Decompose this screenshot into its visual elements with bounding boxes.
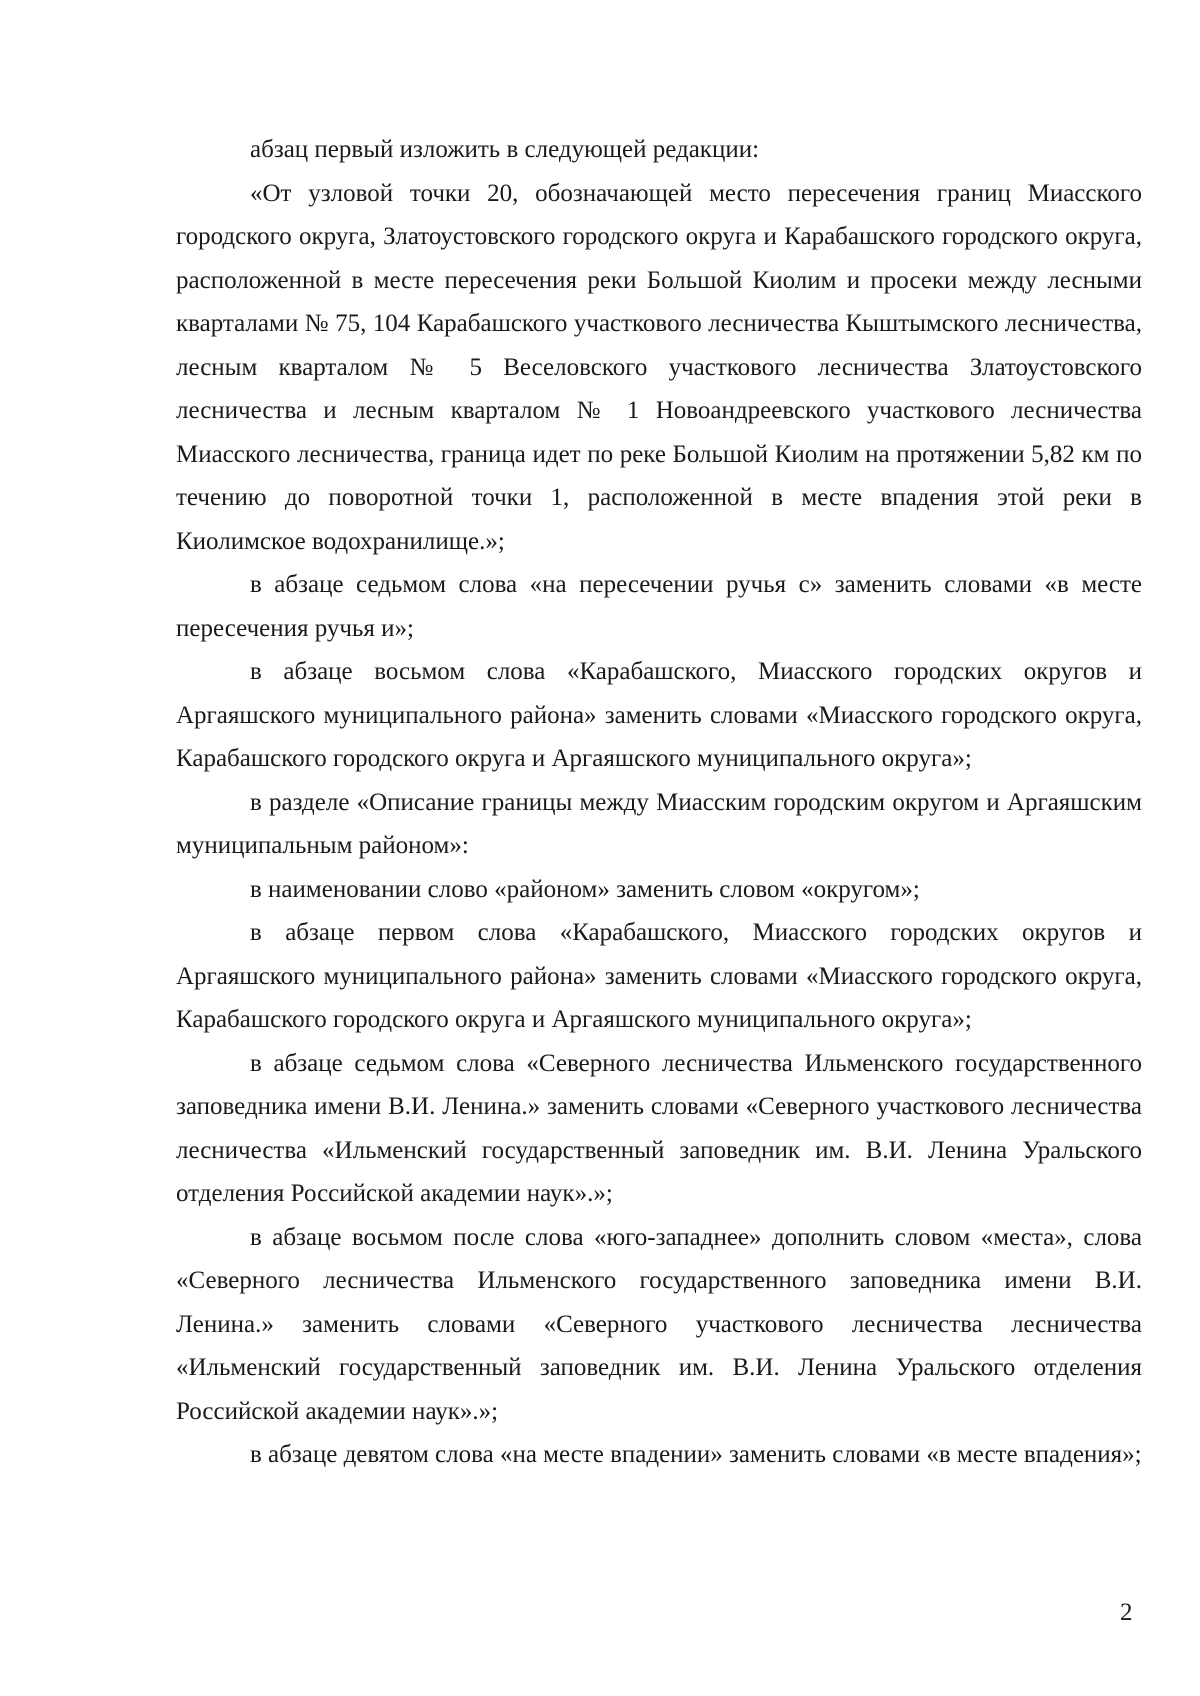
- paragraph-3: в абзаце седьмом слова «на пересечении ручья с» заменить словами «в месте пересечения ручья и»;: [176, 571, 1142, 642]
- paragraph-1: абзац первый изложить в следующей редакции:: [250, 136, 760, 163]
- paragraph-7: в абзаце первом слова «Карабашского, Миасского городских округов и Аргаяшского муниципального района» заменить словами «Миасского городского округа, Карабашского городского округа и Аргаяшского муниципального округа»;: [176, 919, 1142, 1033]
- paragraph-9: в абзаце восьмом после слова «юго-западнее» дополнить словом «места», слова «Северного лесничества Ильменского государственного заповедника имени В.И. Ленина.» заменить словами «Северного участкового лесничества лесничества «Ильменский государственный заповедник им. В.И. Ленина Уральского отделения Российской академии наук».»;: [176, 1223, 1142, 1425]
- paragraph-5: в разделе «Описание границы между Миасским городским округом и Аргаяшским муниципальным районом»:: [176, 788, 1142, 859]
- paragraph-6: в наименовании слово «районом» заменить словом «округом»;: [250, 875, 920, 903]
- paragraph-8: в абзаце седьмом слова «Северного лесничества Ильменского государственного заповедника имени В.И. Ленина.» заменить словами «Северного участкового лесничества лесничества «Ильменский государственный заповедник им. В.И. Ленина Уральского отделения Российской академии наук».»;: [176, 1049, 1142, 1207]
- paragraph-4: в абзаце восьмом слова «Карабашского, Миасского городских округов и Аргаяшского муниципального района» заменить словами «Миасского городского округа, Карабашского городского округа и Аргаяшского муниципального округа»;: [176, 658, 1142, 772]
- paragraph-10: в абзаце девятом слова «на месте впадении» заменить словами «в месте впадения»;: [250, 1441, 1142, 1468]
- page-number: 2: [1120, 1599, 1133, 1626]
- paragraph-2: «От узловой точки 20, обозначающей место пересечения границ Миасского городского округа, Златоустовского городского округа и Карабашского городского округа, расположенной в месте пересечения реки Большой Киолим и просеки между лесными кварталами № 75, 104 Карабашского участкового лесничества Кыштымского лесничества, лесным кварталом № 5 Веселовского участкового лесничества Златоустовского лесничества и лесным кварталом № 1 Новоандреевского участкового лесничества Миасского лесничества, граница идет по реке Большой Киолим на протяжении 5,82 км по течению до поворотной точки 1, расположенной в месте впадения этой реки в Киолимское водохранилище.»;: [176, 179, 1142, 555]
- document-body: [176, 128, 1142, 1477]
